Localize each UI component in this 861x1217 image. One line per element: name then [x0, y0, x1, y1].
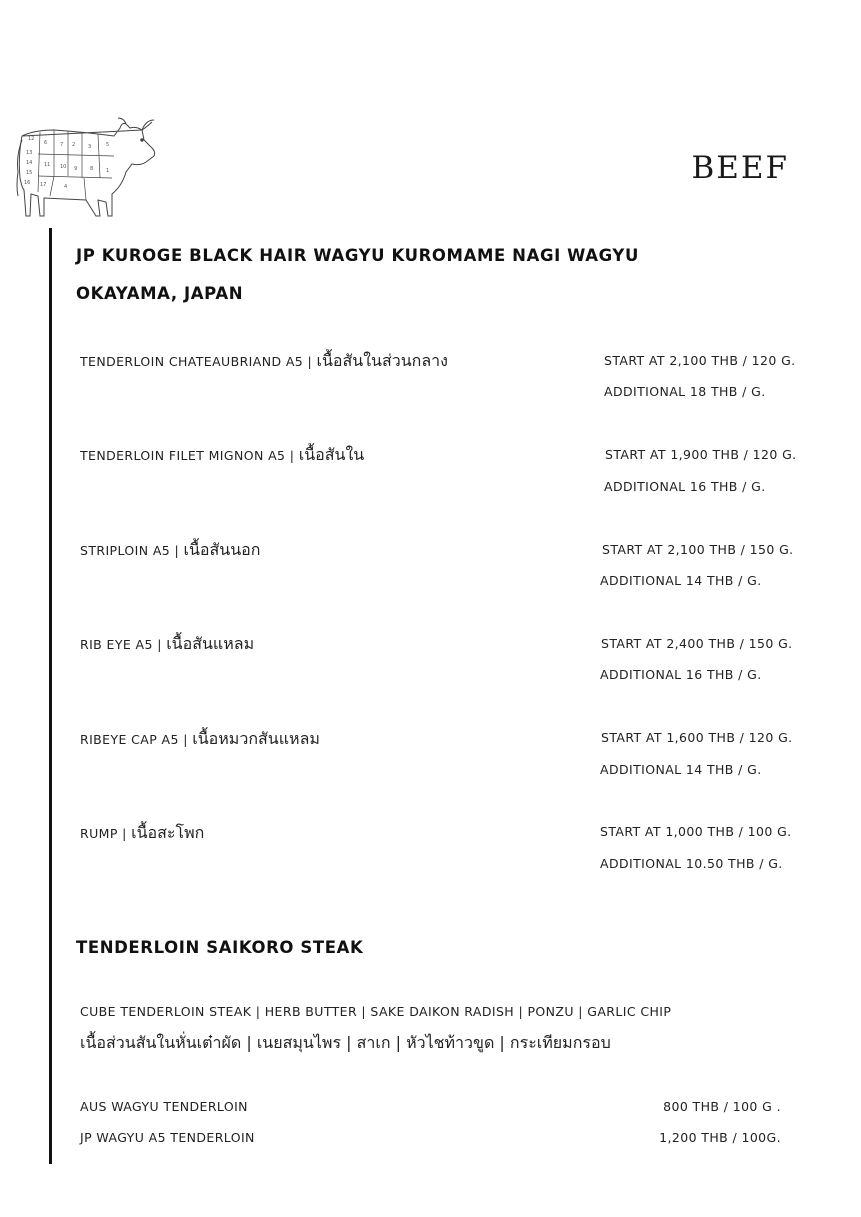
saikoro-item-name: AUS WAGYU TENDERLOIN: [80, 1099, 248, 1114]
saikoro-description-th: เนื้อส่วนสันในหั่นเต๋าผัด | เนยสมุนไพร | สาเก | หัวไชท้าวขูด | กระเทียมกรอบ: [80, 1033, 611, 1052]
wagyu-section-origin: OKAYAMA, JAPAN: [76, 284, 244, 303]
menu-item-additional-price: ADDITIONAL 16 THB / G.: [604, 479, 766, 494]
menu-item-name: TENDERLOIN FILET MIGNON A5 | เนื้อสันใน: [80, 445, 365, 464]
menu-item-start-price: START AT 2,400 THB / 150 G.: [601, 636, 793, 651]
saikoro-description-en: CUBE TENDERLOIN STEAK | HERB BUTTER | SAKE DAIKON RADISH | PONZU | GARLIC CHIP: [80, 1004, 672, 1019]
menu-item-additional-price: ADDITIONAL 14 THB / G.: [600, 573, 762, 588]
svg-text:7: 7: [60, 142, 64, 148]
menu-item-start-price: START AT 1,600 THB / 120 G.: [601, 730, 793, 745]
wagyu-section-title: JP KUROGE BLACK HAIR WAGYU KUROMAME NAGI WAGYU: [76, 246, 639, 265]
svg-text:3: 3: [88, 144, 92, 150]
saikoro-item-price: 800 THB / 100 G .: [663, 1099, 781, 1114]
menu-item-name: RUMP | เนื้อสะโพก: [80, 823, 205, 842]
vertical-divider: [49, 228, 52, 1164]
page-title: BEEF: [691, 150, 789, 186]
svg-text:17: 17: [40, 182, 47, 188]
saikoro-section-title: TENDERLOIN SAIKORO STEAK: [76, 938, 364, 957]
svg-text:1: 1: [106, 168, 110, 174]
menu-item-start-price: START AT 2,100 THB / 120 G.: [604, 353, 796, 368]
menu-item-additional-price: ADDITIONAL 16 THB / G.: [600, 667, 762, 682]
menu-item-name: TENDERLOIN CHATEAUBRIAND A5 | เนื้อสันในส่วนกลาง: [80, 351, 448, 370]
svg-text:2: 2: [72, 142, 76, 148]
saikoro-item-price: 1,200 THB / 100G.: [659, 1130, 781, 1145]
menu-item-start-price: START AT 1,000 THB / 100 G.: [600, 824, 792, 839]
menu-item-additional-price: ADDITIONAL 18 THB / G.: [604, 384, 766, 399]
svg-text:6: 6: [44, 140, 48, 146]
svg-text:4: 4: [64, 184, 68, 190]
menu-item-name: RIBEYE CAP A5 | เนื้อหมวกสันแหลม: [80, 729, 320, 748]
svg-text:13: 13: [26, 150, 33, 156]
menu-item-additional-price: ADDITIONAL 14 THB / G.: [600, 762, 762, 777]
svg-text:10: 10: [60, 164, 67, 170]
menu-item-name: RIB EYE A5 | เนื้อสันแหลม: [80, 634, 255, 653]
svg-text:8: 8: [90, 166, 94, 172]
menu-item-start-price: START AT 1,900 THB / 120 G.: [605, 447, 797, 462]
menu-item-start-price: START AT 2,100 THB / 150 G.: [602, 542, 794, 557]
svg-text:12: 12: [28, 136, 35, 142]
svg-text:11: 11: [44, 162, 51, 168]
menu-item-name: STRIPLOIN A5 | เนื้อสันนอก: [80, 540, 261, 559]
svg-text:5: 5: [106, 142, 110, 148]
cow-cuts-illustration: [14, 116, 160, 224]
svg-text:16: 16: [24, 180, 31, 186]
svg-text:15: 15: [26, 170, 33, 176]
svg-text:9: 9: [74, 166, 78, 172]
saikoro-item-name: JP WAGYU A5 TENDERLOIN: [80, 1130, 255, 1145]
menu-item-additional-price: ADDITIONAL 10.50 THB / G.: [600, 856, 783, 871]
svg-text:14: 14: [26, 160, 33, 166]
